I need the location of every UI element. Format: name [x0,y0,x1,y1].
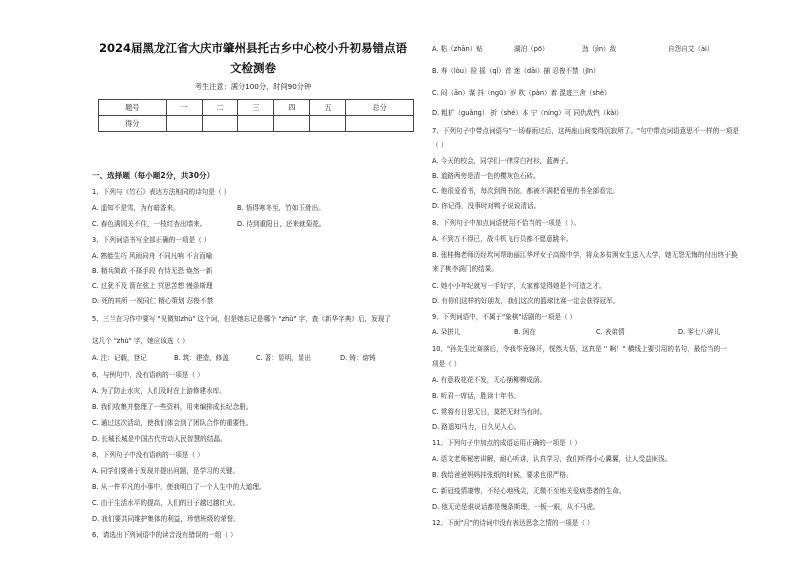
question-line: 12、下面"月"的诗词中没有表达思念之情的一项是（ ） [432,519,594,527]
page-title: 2024届黑龙江省大庆市肇州县托古乡中心校小升初易错点语 [98,41,407,55]
option-text: D. 零七八碎儿 [678,328,721,336]
question-line: 10、"孙先生比赛落后，令我毕竟锦开，恍然大悟，这真是 '' 啊！" 横线上要引用的名句，最恰当的一 [432,345,727,353]
score-header-cell: 四 [274,100,310,116]
option-line: C. 过犹不及 箭在弦上 冥思苦想 慢条斯理 [92,282,213,290]
option-text: 自怨自艾（ài） [668,45,714,53]
score-header-cell: 五 [310,100,346,116]
option-line: A. 有意栽花花不发，无心插柳柳成荫。 [432,376,547,384]
option-line: C. 他很爱看书，每次到图书馆，都被不满把看里的书全部看完。 [432,187,619,195]
option-line: B. 寿（lòu）捡 摇（qǐ）首 迷（dǎi）捕 忍俊不禁（jīn） [432,67,600,75]
question-line: 7、下列句子中带点词语与"一场春雨过后，这两座山间变得沉寂所了。"句中带点词语意思不一样的一项是 [432,127,739,135]
option-line: C. 新冠疫情凄惨，不经心地残尖，无微不至地关爱病患者的生命。 [432,487,626,495]
option-text: A. 粘（zhān）贴 [432,45,483,53]
score-header-cell: 一 [166,100,202,116]
exam-note: 考生注意：满分100分，时间90分钟 [194,82,312,91]
option-line: A. 语文老师秘密讲解，耐心听讲，认真学习，我们听得小心翼翼，让人受益匪浅。 [432,455,672,463]
option-line: D. 长城长城是中国古代劳动人民智慧的结晶。 [92,435,227,443]
score-cell [166,116,202,132]
option-line: C. 她小小年纪就写一手好字，大家都觉得她是个可造之才。 [432,282,606,290]
question-line: 9、下列词语中，不属于"象棋"话剧的一项是（ ） [432,313,577,321]
option-line: D. 我们要共同维护集体的利益，珍惜班级的荣誉。 [92,515,240,523]
left-column [92,0,414,562]
option-line: D. 他无论是谁说话都是慢条斯理，一板一眼，从不马虎。 [432,503,600,511]
option-line: A. 不到万不得已，战斗机飞行员都不愿意跳伞。 [432,235,573,243]
question-line: 6、请选出下列词语中的读音没有错误的一组（ ） [92,531,237,539]
option-text: A. 遥知不是雪，为有暗香来。 [92,204,180,212]
option-line: 来了桃李满门的结果。 [432,265,498,273]
question-line: 8、下列句子中没有语病的一项是（ ） [92,451,204,459]
right-column [432,0,760,562]
option-text: D. 待到重阳日，还来就菊花。 [237,220,326,228]
score-table [98,99,414,132]
score-cell [310,116,346,132]
option-text: C. 著：显明，显出 [256,354,311,362]
question-line: 6、与例句中，没有语病的一项是（ ） [92,371,204,379]
score-header-cell: 三 [238,100,274,116]
score-header-cell: 总分 [346,100,414,116]
option-text: C. 表弟情 [596,328,625,336]
option-line: D. 死的其所 一视同仁 精心策划 忍俊不禁 [92,297,214,305]
option-line: B. 听君一席话，胜读十年书。 [432,392,520,400]
option-line: B. 精兵简政 不择手段 有恃无恐 焕然一新 [92,267,213,275]
question-line: 8、下列句子中加点词语使用不恰当的一项是（ ）。 [432,219,581,227]
question-line: 11、下列句子中加点的成语运用正确的一项是（ ） [432,439,581,447]
option-text: 劲（jìn）敌 [582,45,617,53]
option-line: B. 我给爸爸妈妈挂张纸的时候，要求也很严格。 [432,471,573,479]
section-heading: 一、选择题（每小题2分，共30分） [92,171,215,180]
option-text: 湖泊（pō） [514,45,549,53]
option-text: B. 闲在 [514,328,536,336]
option-text: B. 悟得寒冬至，竹如玉骨出。 [237,204,325,212]
option-text: B. 筑：建造，修盖 [174,354,229,362]
score-table-header-row [99,100,414,116]
question-line: 1、下列与《竹石》表达方法相同的诗句是（ ） [92,188,231,196]
option-line: D. 你记得，没事时对鸭子说说清话。 [432,202,541,210]
option-line: A. 为了防止水灾，人们及时在上游修建水库。 [92,387,226,395]
option-line: C. 通过这次活动，使我们体会到了团队合作的重要性。 [92,419,253,427]
page-title-continued: 文检测卷 [230,61,276,75]
option-line: D. 路遥知马力，日久见人心。 [432,423,521,431]
option-text: A. 注：记载，登记 [92,354,147,362]
option-line: B. 道路两旁是清一色的樱灰色石砖。 [432,172,540,180]
option-text: C. 春色满园关不住，一枝红杏出墙来。 [92,220,207,228]
option-line: A. 今天的校会，同学们一律穿白衬衫，蓝裤子。 [432,157,573,165]
option-text: A. 朵拼儿 [432,328,461,336]
score-cell [202,116,238,132]
score-cell [346,116,414,132]
option-line: D. 粗犷（guǎng） 折（shé）本 宁（níng）可 同仇敌忾（kài） [432,109,623,117]
option-line: C. 闷（ān）谋 抖（ngū）岁 吹（pàn）着 混迹三舍（shè） [432,89,611,97]
question-line: 这几个 "zhù" 字，她应该选（ ） [92,337,189,345]
option-line: B. 从一件平凡的小事中，使我明白了一个人生中的大道理。 [92,483,266,491]
question-line: 3、下列词语书写全部正确的一项是（ ） [92,236,211,244]
score-cell [274,116,310,132]
score-header-cell: 题号 [99,100,167,116]
option-line: A. 同学们要善于发现并提出问题，是学习的关键。 [92,467,240,475]
option-line: C. 由于生活水平的提高，人们的日子越过越红火。 [92,499,240,507]
option-line: A. 熟能生巧 风雨同舟 不同凡响 不言而喻 [92,252,213,260]
option-text: D. 铸：熔铸 [340,354,376,362]
question-line: 5、三兰在习作中要写 "见微知zhù" 这个词，但是她忘记是哪个 "zhù" 字，查《新华字典》后，发现了 [92,315,391,323]
option-line: B. 张桂梅老师历经坎坷帮助丽江华坪女子高级中学，将众多贫困女生送入大学，她无怨无悔的付出终于换 [432,251,738,259]
score-cell [238,116,274,132]
option-line: C. 常将有日思无日，莫把无时当有时。 [432,408,547,416]
score-row-label: 得分 [99,116,167,132]
option-line: D. 有你们这样的好朋友，我们这次的篮球比赛一定会获得冠军。 [432,297,620,305]
question-line: 项是（ ） [432,360,461,368]
question-line: （ ） [432,141,448,149]
option-line: B. 我们收集并整理了一些资料，用来编排成长纪念册。 [92,403,253,411]
score-header-cell: 二 [202,100,238,116]
score-table-row [99,116,414,132]
